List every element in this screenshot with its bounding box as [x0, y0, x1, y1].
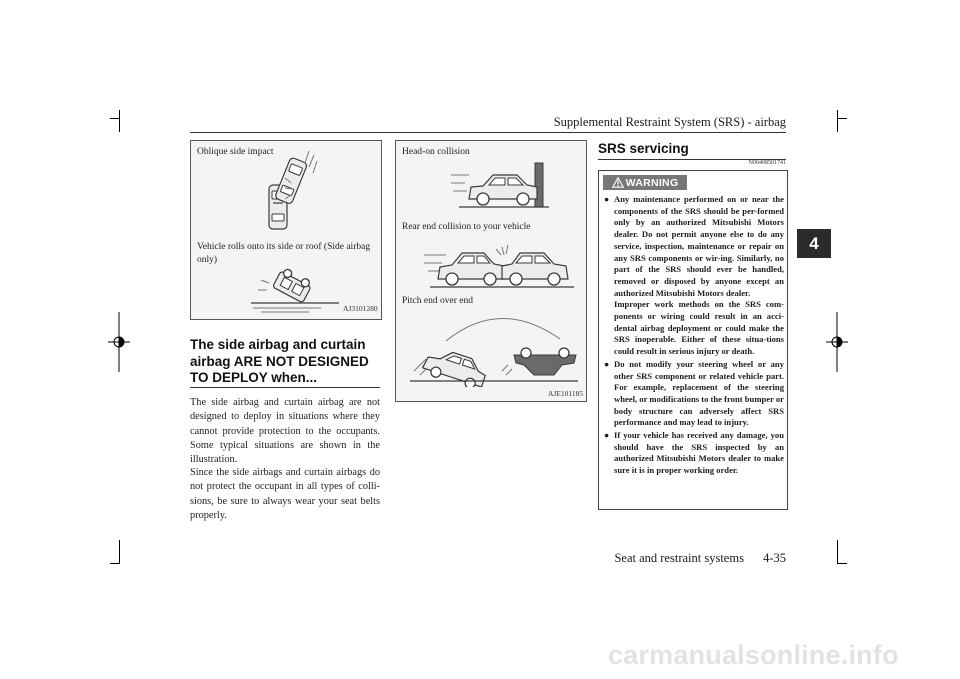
warning-bullet-2-text: Do not modify your steering wheel or any other SRS component or related vehicle part. For example, replacement of the steering wheel, or modifications to the front bumper or body structure can adversely affect SRS performance and may lead to injury.: [614, 358, 784, 428]
warning-box: [598, 170, 788, 510]
warning-bullet-3: [604, 430, 784, 477]
figure-side-airbag-situations: [190, 140, 382, 320]
paragraph-side-airbag-design: The side airbag and curtain airbag are not designed to deploy in situations where they cannot provide protection to the occupants. Some typical situations are shown in the illustration.: [190, 397, 380, 466]
crop-mark-tl-v: [119, 110, 120, 132]
crop-mark-bl-v: [119, 540, 120, 564]
rollover-illustration: [251, 265, 341, 315]
section-title-srs-servicing: SRS servicing: [598, 141, 689, 156]
heading-side-airbag-not-deploy: The side airbag and curtain airbag ARE NOT DESIGNED TO DEPLOY when...: [190, 337, 369, 385]
registration-mark-right: [826, 312, 848, 372]
chapter-tab[interactable]: 4: [797, 229, 831, 258]
warning-label-text: WARNING: [625, 176, 679, 189]
figure-code-right: AJE101185: [548, 389, 584, 398]
pitch-over-illustration: [410, 311, 580, 387]
warning-sub-paragraph: Improper work methods on the SRS com-ponents or wiring could result in an acci-dental airbag deployment or could make the SRS inoperable. Either of these situa-tions could result in serious injury or death.: [614, 299, 784, 357]
oblique-impact-illustration: [261, 149, 321, 241]
footer-section-name: Seat and restraint systems: [614, 551, 744, 565]
caption-rear-end-collision: Rear end collision to your vehicle: [402, 222, 531, 232]
warning-list: [604, 194, 784, 478]
warning-label: [603, 175, 687, 190]
paragraph-wear-seat-belts: Since the side airbags and curtain airbags do not protect the occupant in all types of colli-sions, be sure to always wear your seat belts properly.: [190, 467, 380, 521]
crop-mark-br-v: [837, 540, 838, 564]
figure-code-left: AJ3101280: [343, 304, 378, 313]
warning-bullet-1: [604, 194, 784, 358]
warning-bullet-1-text: Any maintenance performed on or near the components of the SRS should be per-formed only by an authorized Mitsubishi Motors dealer. Do not permit anyone else to do any service, inspection, maintenance or repair on any SRS components or wir-ing. Similarly, no part of the SRS should ever be handled, removed or disposed by anyone except an authorized Mitsubishi Motors dealer.: [614, 194, 784, 298]
registration-mark-left: [108, 312, 130, 372]
header-rule: [190, 132, 786, 133]
bullet-glyph: ●: [604, 194, 610, 204]
warning-bullet-3-text: If your vehicle has received any damage, you should have the SRS inspected by an authorized Mitsubishi Motors dealer to make sure it is in proper working order.: [614, 430, 784, 476]
section-code: N00408501741: [748, 160, 786, 166]
heading-rule: [190, 387, 380, 388]
rear-end-collision-illustration: [424, 237, 576, 291]
caption-pitch-end-over-end: Pitch end over end: [402, 296, 473, 306]
bullet-glyph: ●: [604, 430, 610, 441]
figure-collision-types: [395, 140, 587, 402]
head-on-collision-illustration: [451, 161, 551, 213]
crop-mark-tl-h: [110, 118, 120, 119]
crop-mark-br-h: [837, 563, 847, 564]
footer-page-number: 4-35: [763, 551, 786, 565]
watermark: carmanualsonline.info: [608, 640, 899, 670]
warning-triangle-icon: [612, 177, 624, 188]
caption-head-on-collision: Head-on collision: [402, 147, 470, 157]
warning-bullet-2: [604, 359, 784, 429]
crop-mark-bl-h: [110, 563, 120, 564]
bullet-glyph: ●: [604, 358, 610, 369]
caption-oblique-side-impact: Oblique side impact: [197, 147, 274, 157]
running-header-title: Supplemental Restraint System (SRS) - airbag: [553, 115, 786, 129]
crop-mark-tr-v: [837, 110, 838, 132]
running-footer: [540, 551, 786, 566]
caption-vehicle-rolls: Vehicle rolls onto its side or roof (Side airbag only): [197, 242, 371, 265]
crop-mark-tr-h: [837, 118, 847, 119]
